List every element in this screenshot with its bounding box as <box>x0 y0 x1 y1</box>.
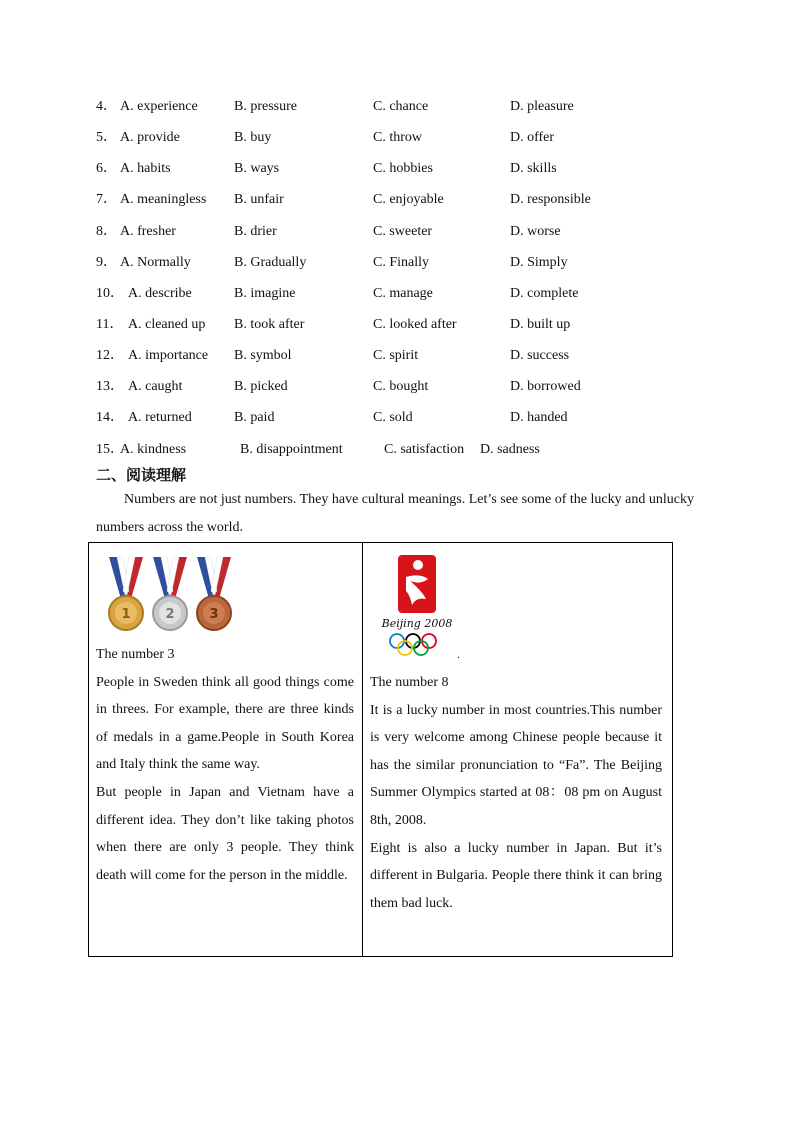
left-cell-paragraph: People in Sweden think all good things come in threes. For example, there are three kinds of medals in a game.People in South Korea and Italy think the same way. <box>96 674 354 773</box>
silver-medal <box>153 557 187 630</box>
medal-digit: 2 <box>165 607 175 622</box>
question-number: 13． <box>96 379 124 394</box>
option-d: D. skills <box>510 161 557 176</box>
intro-paragraph: Numbers are not just numbers. They have cultural meanings. Let’s see some of the lucky and unlucky numbers across the world. <box>96 492 694 535</box>
bronze-medal <box>197 557 231 630</box>
option-a: A. importance <box>128 348 209 363</box>
question-number: 14． <box>96 410 124 425</box>
option-d: D. Simply <box>510 255 568 270</box>
option-d: D. offer <box>510 130 555 145</box>
left-cell-title: The number 3 <box>96 647 175 662</box>
right-cell <box>370 669 662 917</box>
beijing-olympics-logo <box>376 551 458 661</box>
section-heading: 二、阅读理解 <box>96 466 187 484</box>
option-b: B. imagine <box>234 286 296 301</box>
logo-dot: . <box>457 647 460 661</box>
option-b: B. took after <box>234 317 305 332</box>
option-b: B. drier <box>234 224 277 239</box>
option-d: D. complete <box>510 286 579 301</box>
option-c: C. sold <box>373 410 413 425</box>
option-b: B. ways <box>234 161 280 176</box>
option-b: B. symbol <box>234 348 292 363</box>
option-a: A. habits <box>120 161 171 176</box>
option-c: C. manage <box>373 286 433 301</box>
option-b: B. paid <box>234 410 275 425</box>
right-cell-paragraph: It is a lucky number in most countries.This number is very welcome among Chinese people because it has the similar pronunciation to “Fa”. The Beijing Summer Olympics started at 08：08 pm on August 8th, 2008. <box>370 702 662 828</box>
option-a: A. kindness <box>120 442 187 457</box>
column-divider <box>362 543 363 956</box>
option-b: B. unfair <box>234 192 284 207</box>
question-number: 11． <box>96 317 124 332</box>
medal-digit: 1 <box>121 607 131 622</box>
gold-medal <box>109 557 143 630</box>
option-d: D. worse <box>510 224 561 239</box>
option-c: C. chance <box>373 99 429 114</box>
question-number: 15． <box>96 442 124 457</box>
option-c: C. satisfaction <box>384 442 465 457</box>
question-number: 12． <box>96 348 124 363</box>
question-number: 4． <box>96 99 117 114</box>
option-a: A. caught <box>128 379 183 394</box>
question-number: 9． <box>96 255 117 270</box>
option-a: A. meaningless <box>120 192 207 207</box>
question-number: 6． <box>96 161 117 176</box>
option-c: C. looked after <box>373 317 457 332</box>
option-d: D. success <box>510 348 570 363</box>
logo-text: Beijing 2008 <box>381 617 453 630</box>
option-b: B. buy <box>234 130 272 145</box>
reading-table <box>88 542 673 957</box>
option-d: D. sadness <box>480 442 540 457</box>
right-cell-title: The number 8 <box>370 675 449 690</box>
option-c: C. Finally <box>373 255 430 270</box>
option-c: C. enjoyable <box>373 192 444 207</box>
question-number: 5． <box>96 130 117 145</box>
option-b: B. pressure <box>234 99 297 114</box>
option-c: C. hobbies <box>373 161 433 176</box>
right-cell-paragraph: Eight is also a lucky number in Japan. But it’s different in Bulgaria. People there think it can bring them bad luck. <box>370 840 662 911</box>
option-b: B. picked <box>234 379 288 394</box>
question-number: 7． <box>96 192 117 207</box>
option-d: D. handed <box>510 410 568 425</box>
option-b: B. disappointment <box>240 442 343 457</box>
option-d: D. responsible <box>510 192 591 207</box>
option-a: A. Normally <box>120 255 191 270</box>
option-d: D. pleasure <box>510 99 574 114</box>
option-b: B. Gradually <box>234 255 307 270</box>
option-d: D. built up <box>510 317 571 332</box>
option-a: A. cleaned up <box>128 317 206 332</box>
option-d: D. borrowed <box>510 379 581 394</box>
medals-icon <box>105 555 237 635</box>
medal-digit: 3 <box>209 607 219 622</box>
option-c: C. bought <box>373 379 429 394</box>
option-a: A. fresher <box>120 224 176 239</box>
question-number: 10． <box>96 286 124 301</box>
option-a: A. describe <box>128 286 192 301</box>
option-c: C. throw <box>373 130 422 145</box>
option-c: C. spirit <box>373 348 419 363</box>
left-cell-paragraph: But people in Japan and Vietnam have a different idea. They don’t like taking photos when there are only 3 people. They think death will come for the person in the middle. <box>96 784 354 883</box>
question-number: 8． <box>96 224 117 239</box>
option-a: A. returned <box>128 410 192 425</box>
option-a: A. experience <box>120 99 198 114</box>
option-c: C. sweeter <box>373 224 433 239</box>
option-a: A. provide <box>120 130 180 145</box>
left-cell <box>96 641 354 889</box>
